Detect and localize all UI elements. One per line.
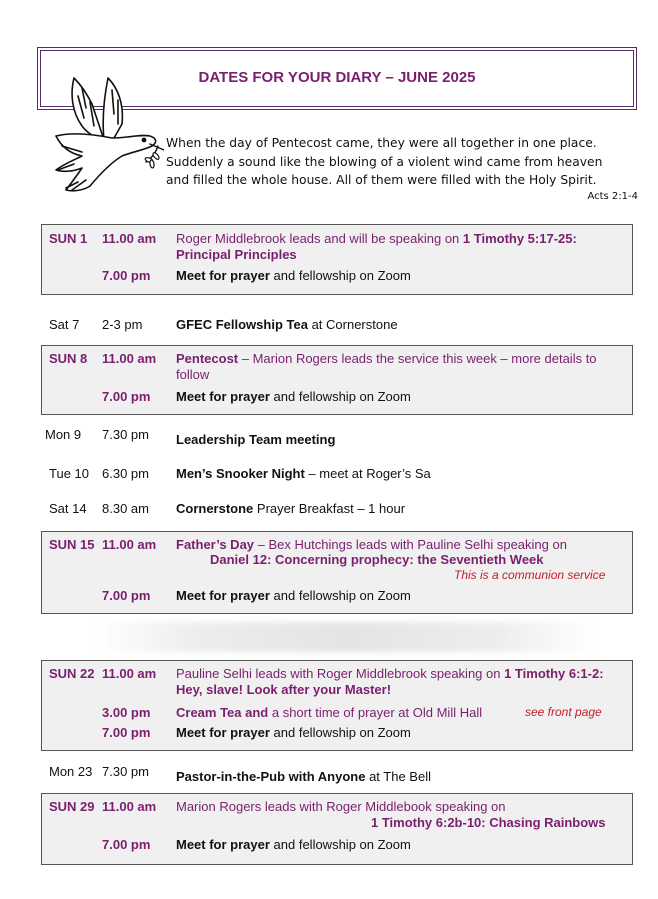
event-description: [176, 432, 335, 448]
event-text: and fellowship on Zoom: [269, 268, 411, 283]
event-time: 11.00 am: [102, 351, 157, 366]
event-text: – Bex Hutchings leads with Pauline Selhi speaking on: [254, 537, 567, 552]
event-bold: Meet for prayer: [176, 837, 270, 852]
event-description: [371, 815, 606, 831]
verse-line: Suddenly a sound like the blowing of a violent wind came from heaven: [166, 154, 603, 169]
event-time: 11.00 am: [102, 799, 157, 814]
event-time: 7.00 pm: [102, 588, 151, 603]
communion-note: This is a communion service: [454, 568, 606, 582]
verse-reference: Acts 2:1-4: [587, 191, 638, 202]
event-day: Mon 23: [49, 764, 93, 779]
event-day: Sat 14: [49, 501, 87, 516]
event-text: and fellowship on Zoom: [269, 837, 411, 852]
event-description: [176, 501, 405, 517]
event-text: – meet at Roger’s Sa: [304, 466, 431, 481]
event-bold: 1 Timothy 6:1-2:: [504, 666, 604, 681]
event-bold: Pastor-in-the-Pub with Anyone: [176, 769, 366, 784]
event-text: and fellowship on Zoom: [269, 725, 411, 740]
verse-line: and filled the whole house. All of them were filled with the Holy Spirit.: [166, 173, 597, 187]
event-time: 7.00 pm: [102, 725, 151, 740]
event-bold: Cream Tea and: [176, 705, 269, 720]
event-bold: Principal Principles: [176, 247, 297, 262]
event-description: [176, 231, 577, 263]
page-title: DATES FOR YOUR DIARY – JUNE 2025: [198, 69, 476, 86]
event-time: 6.30 pm: [102, 466, 149, 481]
event-text: Prayer Breakfast – 1 hour: [253, 501, 406, 516]
event-time: 3.00 pm: [102, 705, 151, 720]
event-text: – Marion Rogers leads the service this week – more details to: [238, 351, 597, 366]
event-bold: Hey, slave! Look after your Master!: [176, 682, 392, 697]
event-description: [176, 389, 411, 405]
event-day: Tue 10: [49, 466, 89, 481]
event-bold: Cornerstone: [176, 501, 254, 516]
dove-icon: [52, 74, 164, 196]
event-day: Mon 9: [45, 427, 82, 442]
event-bold: Meet for prayer: [176, 389, 270, 404]
event-description: [176, 588, 411, 604]
event-bold: Meet for prayer: [176, 268, 270, 283]
event-time: 11.00 am: [102, 231, 157, 246]
event-time: 7.30 pm: [102, 427, 149, 442]
event-description: Marion Rogers leads with Roger Middlebook speaking on: [176, 799, 506, 814]
bible-verse: [166, 134, 602, 190]
event-text: Roger Middlebrook leads and will be speaking on: [176, 231, 463, 246]
event-description: [176, 537, 567, 553]
verse-line: When the day of Pentecost came, they were all together in one place.: [166, 136, 597, 150]
event-day: Sat 7: [49, 317, 80, 332]
event-time: 7.00 pm: [102, 389, 151, 404]
event-text: Pauline Selhi leads with Roger Middlebrook speaking on: [176, 666, 505, 681]
event-day: SUN 29: [49, 799, 95, 814]
event-description: [176, 268, 411, 284]
event-time: 7.00 pm: [102, 268, 151, 283]
event-day: SUN 22: [49, 666, 95, 681]
event-description: [176, 317, 398, 333]
event-bold: Men’s Snooker Night: [176, 466, 305, 481]
event-day: SUN 1: [49, 231, 88, 246]
scan-smudge: [96, 622, 596, 652]
event-text: and fellowship on Zoom: [269, 389, 411, 404]
event-description: [176, 769, 431, 785]
event-bold: Father’s Day: [176, 537, 255, 552]
event-description: [176, 705, 482, 721]
front-page-note: see front page: [525, 705, 602, 719]
event-time: 11.00 am: [102, 537, 157, 552]
event-text: at Cornerstone: [307, 317, 398, 332]
event-bold: Pentecost: [176, 351, 239, 366]
event-bold: Meet for prayer: [176, 725, 270, 740]
event-text: follow: [176, 367, 210, 382]
event-text: a short time of prayer at Old Mill Hall: [268, 705, 483, 720]
event-bold: Meet for prayer: [176, 588, 270, 603]
event-time: 2-3 pm: [102, 317, 143, 332]
event-bold: 1 Timothy 5:17-25:: [462, 231, 577, 246]
event-description: [176, 466, 431, 482]
event-time: 7.00 pm: [102, 837, 151, 852]
event-bold: Leadership Team meeting: [176, 432, 336, 447]
event-description: [176, 351, 597, 383]
event-description: [176, 666, 604, 698]
event-bold: GFEC Fellowship Tea: [176, 317, 308, 332]
event-day: SUN 8: [49, 351, 88, 366]
event-day: SUN 15: [49, 537, 95, 552]
event-description: [176, 725, 411, 741]
event-text: and fellowship on Zoom: [269, 588, 411, 603]
event-bold: 1 Timothy 6:2b-10: Chasing Rainbows: [371, 815, 606, 830]
event-text: at The Bell: [365, 769, 431, 784]
event-description: [210, 552, 544, 568]
event-bold: Daniel 12: Concerning prophecy: the Seventieth Week: [210, 552, 544, 567]
event-time: 7.30 pm: [102, 764, 149, 779]
event-description: [176, 837, 411, 853]
event-time: 8.30 am: [102, 501, 149, 516]
event-time: 11.00 am: [102, 666, 157, 681]
